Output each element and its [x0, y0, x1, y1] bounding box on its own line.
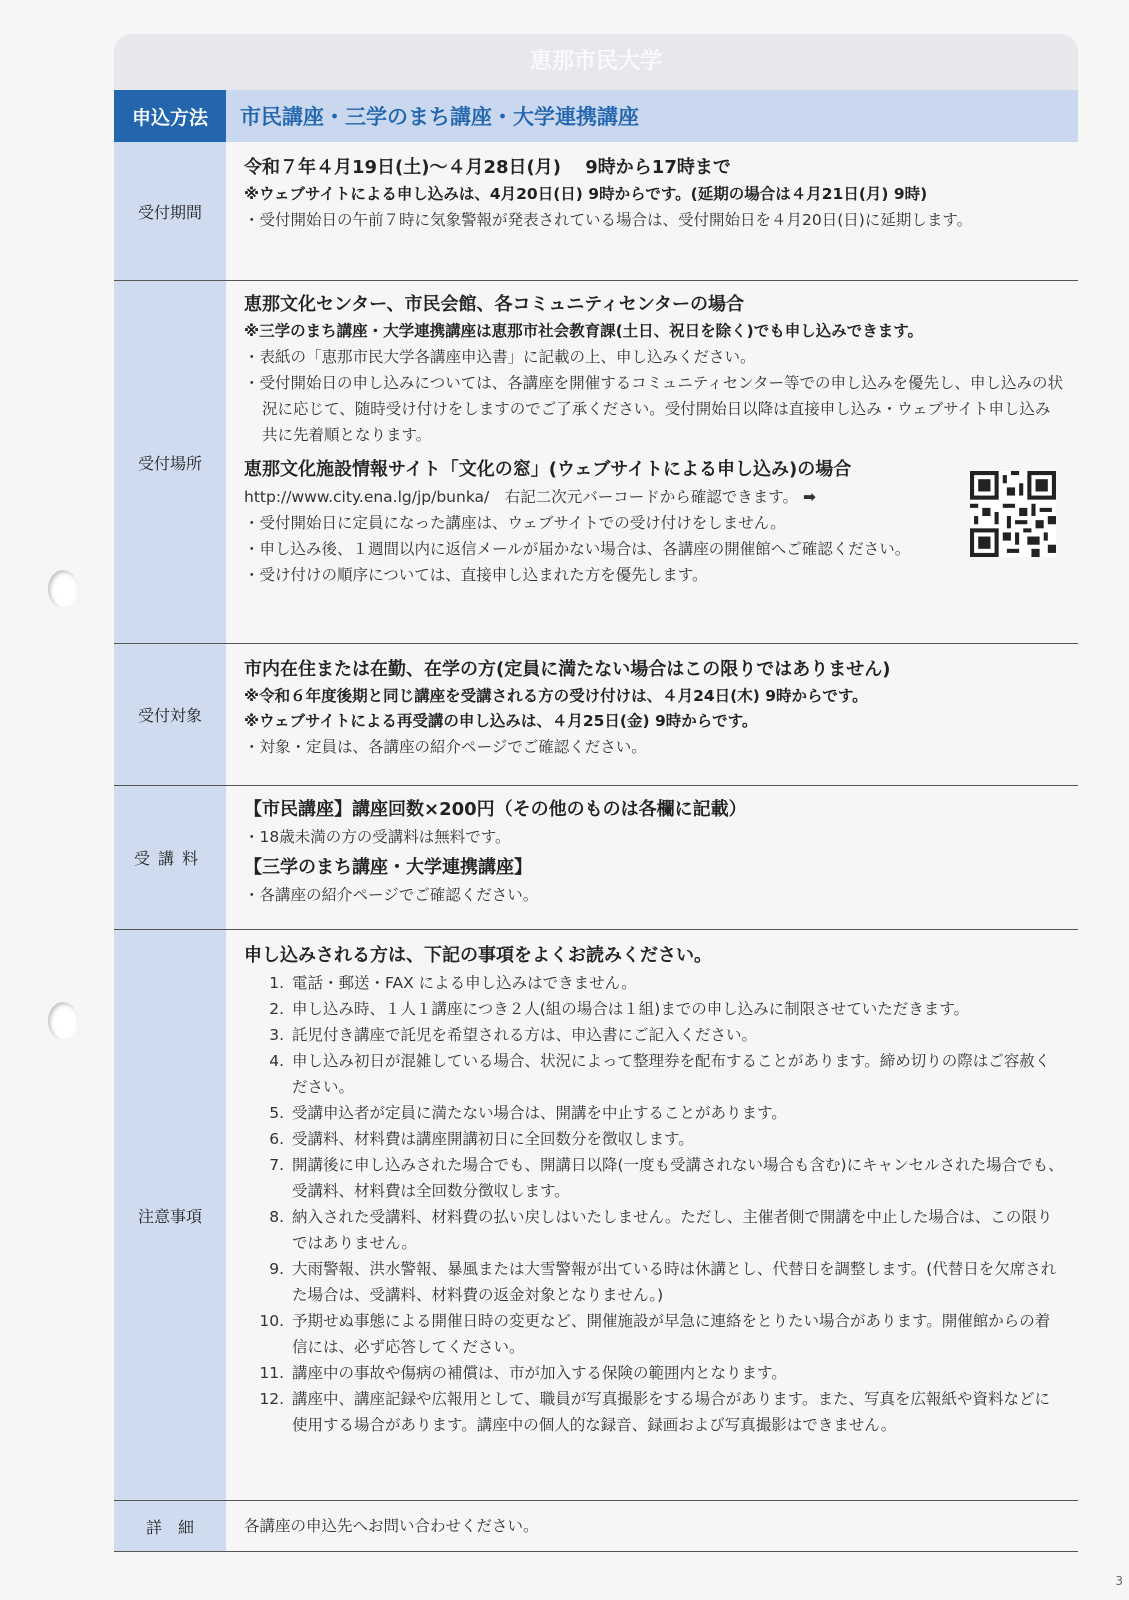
item-number: 4. [269, 1052, 284, 1070]
target-note-2: ※ウェブサイトによる再受講の申し込みは、４月25日(金) 9時からです。 [244, 712, 758, 730]
binder-hole-top [48, 570, 78, 608]
detail-text: 各講座の申込先へお問い合わせください。 [244, 1517, 539, 1535]
place-bullet-3: ・受付開始日に定員になった講座は、ウェブサイトでの受け付けをしません。 [244, 514, 786, 532]
target-bullet: ・対象・定員は、各講座の紹介ページでご確認ください。 [244, 738, 647, 756]
notes-item [244, 970, 1064, 996]
item-text: 開講後に申し込みされた場合でも、開講日以降(一度も受講されない場合も含む)にキャンセルされた場合でも、受講料、材料費は全回数分徴収します。 [292, 1156, 1064, 1200]
item-text: 大雨警報、洪水警報、暴風または大雪警報が出ている時は休講とし、代替日を調整します。(代替日を欠席された場合は、受講料、材料費の返金対象となりません。) [292, 1260, 1057, 1304]
detail-label: 詳 細 [114, 1501, 226, 1551]
item-number: 5. [269, 1104, 284, 1122]
item-number: 12. [259, 1390, 284, 1408]
item-text: 託児付き講座で託児を希望される方は、申込書にご記入ください。 [292, 1026, 758, 1044]
website-url-line: http://www.city.ena.lg/jp/bunka/ 右記二次元バーコードから確認できます。 [244, 488, 799, 506]
notes-item [244, 1126, 1064, 1152]
page-number: 3 [1115, 1574, 1123, 1588]
fee-bullet-2: ・各講座の紹介ページでご確認ください。 [244, 886, 539, 904]
header-title: 市民講座・三学のまち講座・大学連携講座 [240, 105, 639, 129]
item-number: 6. [269, 1130, 284, 1148]
item-number: 8. [269, 1208, 284, 1226]
top-band-text: 恵那市民大学 [529, 49, 662, 74]
notes-item [244, 1048, 1064, 1100]
item-text: 申し込み時、１人１講座につき２人(組の場合は１組)までの申し込みに制限させていただきます。 [292, 1000, 970, 1018]
target-label: 受付対象 [114, 644, 226, 785]
item-text: 講座中の事故や傷病の補償は、市が加入する保険の範囲内となります。 [292, 1364, 787, 1382]
target-note-1: ※令和６年度後期と同じ講座を受講される方の受け付けは、４月24日(木) 9時からです。 [244, 687, 868, 705]
item-number: 3. [269, 1026, 284, 1044]
item-text: 予期せぬ事態による開催日時の変更など、開催施設が早急に連絡をとりたい場合があります。開催館からの着信には、必ず応答してください。 [292, 1312, 1051, 1356]
place-bullet-2: ・受付開始日の申し込みについては、各講座を開催するコミュニティセンター等での申し込みを優先し、申し込みの状況に応じて、随時受け付けをしますのでご了承ください。受付開始日以降は直接申し込み・ウェブサイト申し込み共に先着順となります。 [244, 374, 1064, 444]
place-bullet-1: ・表紙の「恵那市民大学各講座申込書」に記載の上、申し込みください。 [244, 348, 756, 366]
row-detail [114, 1501, 1078, 1552]
notes-item [244, 1204, 1064, 1256]
place-bullet-5: ・受け付けの順序については、直接申し込まれた方を優先します。 [244, 566, 708, 584]
item-number: 7. [269, 1156, 284, 1174]
qr-code-icon[interactable] [970, 471, 1056, 557]
period-note: ※ウェブサイトによる申し込みは、4月20日(日) 9時からです。(延期の場合は４月21日(月) 9時) [244, 185, 928, 203]
notes-item [244, 1308, 1064, 1360]
target-heading: 市内在住または在勤、在学の方(定員に満たない場合はこの限りではありません) [244, 659, 891, 680]
item-text: 電話・郵送・FAX による申し込みはできません。 [292, 974, 637, 992]
header-label: 申込方法 [114, 90, 226, 142]
fee-bullet-1: ・18歳未満の方の受講料は無料です。 [244, 828, 511, 846]
fee-heading-2: 【三学のまち講座・大学連携講座】 [244, 857, 532, 878]
notes-item [244, 1386, 1064, 1438]
period-label: 受付期間 [114, 142, 226, 280]
notes-item [244, 1100, 1064, 1126]
notes-item [244, 1256, 1064, 1308]
section-header [114, 90, 1078, 142]
item-number: 9. [269, 1260, 284, 1278]
top-band [114, 34, 1078, 90]
item-number: 10. [259, 1312, 284, 1330]
place-note-1: ※三学のまち講座・大学連携講座は恵那市社会教育課(土日、祝日を除く)でも申し込みできます。 [244, 322, 923, 340]
notes-heading: 申し込みされる方は、下記の事項をよくお読みください。 [244, 945, 712, 966]
period-bullet: ・受付開始日の午前７時に気象警報が発表されている場合は、受付開始日を４月20日(日)に延期します。 [244, 211, 973, 229]
item-text: 申し込み初日が混雑している場合、状況によって整理券を配布することがあります。締め切りの際はご容赦ください。 [292, 1052, 1051, 1096]
row-notes [114, 930, 1078, 1501]
place-heading-2: 恵那文化施設情報サイト「文化の窓」(ウェブサイトによる申し込み)の場合 [244, 459, 852, 480]
item-text: 納入された受講料、材料費の払い戻しはいたしません。ただし、主催者側で開講を中止した場合は、この限りではありません。 [292, 1208, 1053, 1252]
arrow-right-icon: ➡ [802, 488, 816, 506]
row-fee [114, 786, 1078, 930]
item-text: 講座中、講座記録や広報用として、職員が写真撮影をする場合があります。また、写真を広報紙や資料などに使用する場合があります。講座中の個人的な録音、録画および写真撮影はできません。 [292, 1390, 1050, 1434]
place-bullet-4: ・申し込み後、１週間以内に返信メールが届かない場合は、各講座の開催館へご確認ください。 [244, 540, 911, 558]
notes-label: 注意事項 [114, 930, 226, 1500]
notes-item [244, 1360, 1064, 1386]
binder-hole-bottom [48, 1002, 78, 1040]
item-number: 11. [259, 1364, 284, 1382]
fee-heading-1: 【市民講座】講座回数×200円（その他のものは各欄に記載） [244, 799, 747, 820]
row-period [114, 142, 1078, 281]
fee-label: 受講料 [114, 786, 226, 929]
row-place [114, 281, 1078, 644]
period-heading: 令和７年４月19日(土)～４月28日(月) 9時から17時まで [244, 157, 731, 178]
place-label: 受付場所 [114, 281, 226, 643]
notes-list [244, 970, 1064, 1438]
notes-item [244, 1152, 1064, 1204]
item-text: 受講料、材料費は講座開講初日に全回数分を徴収します。 [292, 1130, 694, 1148]
item-text: 受講申込者が定員に満たない場合は、開講を中止することがあります。 [292, 1104, 787, 1122]
notes-item [244, 996, 1064, 1022]
row-target [114, 644, 1078, 786]
place-heading-1: 恵那文化センター、市民会館、各コミュニティセンターの場合 [244, 294, 745, 315]
item-number: 2. [269, 1000, 284, 1018]
item-number: 1. [269, 974, 284, 992]
notes-item [244, 1022, 1064, 1048]
